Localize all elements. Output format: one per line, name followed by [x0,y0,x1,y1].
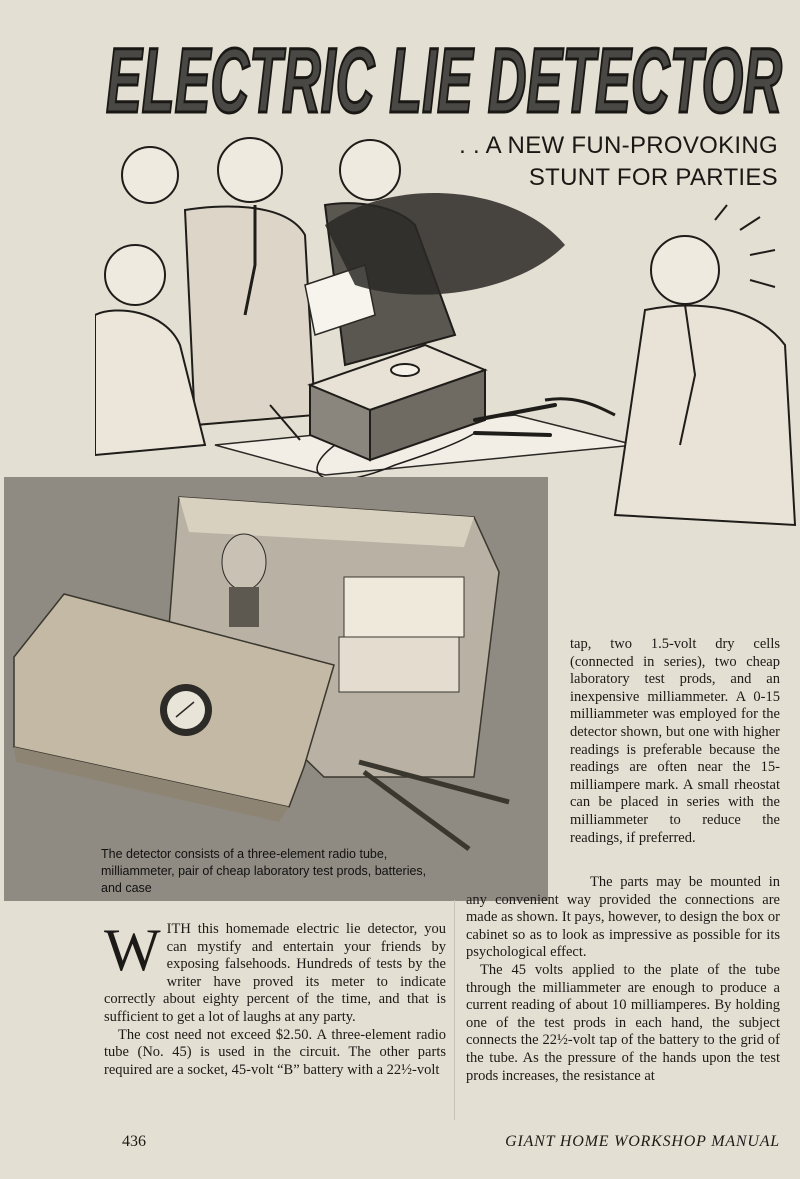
drop-cap: W [104,917,161,983]
paragraph: The cost need not exceed $2.50. A three-element radio tube (No. 45) is used in the circuit. The other parts required are a socket, 45-volt “B” battery with a 22½-volt [104,1026,446,1078]
subtitle-line-1: . . A NEW FUN-PROVOKING [459,132,778,159]
article-title [100,28,790,128]
opening-text: ITH this homemade electric lie detector, you can mystify and entertain your friends by exposing falsehoods. Hundreds of tests by the writer have proved its meter to indicate correctly about eighty percent of the time, and that is sufficient to get a lot of laughs at any party. [104,921,446,1025]
publication-name: GIANT HOME WORKSHOP MANUAL [505,1133,780,1150]
subtitle-line-2: STUNT FOR PARTIES [528,164,778,191]
column-divider [454,900,455,1120]
article-column-right-lower [466,874,780,1085]
paragraph: tap, two 1.5-volt dry cells (connected in series), two cheap laboratory test prods, and an inexpensive milliammeter. A 0-15 milliammeter was employed for the detector shown, but one with higher readings is preferable because the readings are often near the 15-milliampere mark. A small rheostat can be placed in series with the milliammeter to reduce the readings, if preferred. [570,636,780,846]
article-column-left [104,917,446,1079]
title-graphic [100,28,790,128]
page-number: 436 [122,1133,146,1150]
article-column-right-upper [570,636,780,847]
paragraph: The 45 volts applied to the plate of the tube through the milliammeter are enough to produce a current reading of about 10 milliamperes. By holding one of the test prods in each hand, the subject connects the 22½-volt tap of the battery to the grid of the tube. As the pressure of the hands upon the test prods increases, the resistance at [466,961,780,1084]
title-text: ELECTRIC LIE DETECTOR [106,30,782,128]
photo-caption: The detector consists of a three-element radio tube, milliammeter, pair of cheap laboratory test prods, batteries, and case [101,847,427,895]
opening-paragraph [104,917,446,1027]
detector-photo [4,477,548,901]
paragraph: The parts may be mounted in any convenient way provided the connections are made as shown. It pays, however, to design the box or cabinet so as to look as impressive as possible for its psychological effect. [466,874,780,961]
